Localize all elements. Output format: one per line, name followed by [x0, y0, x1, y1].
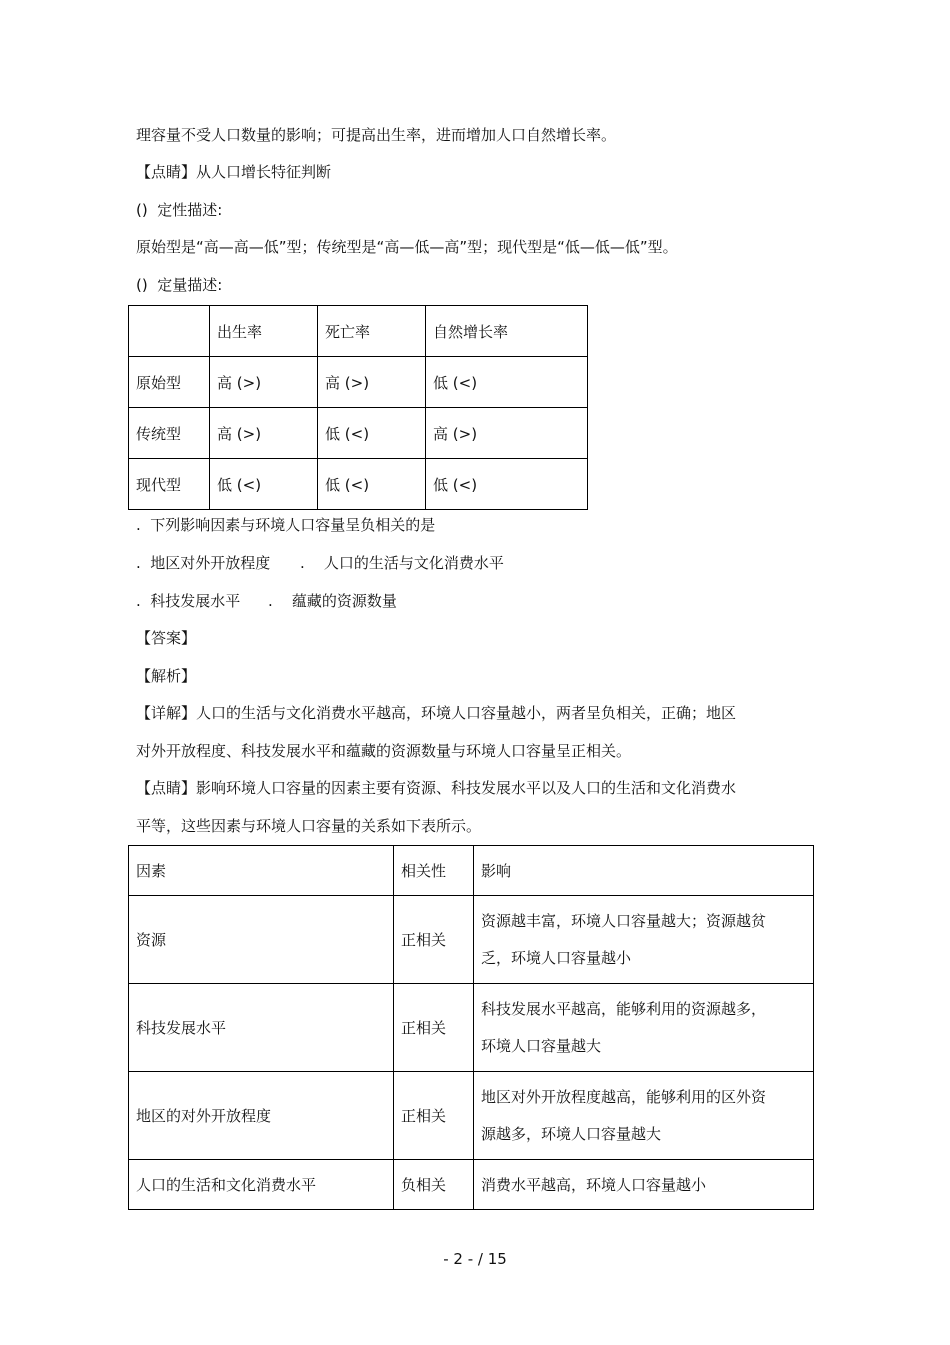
table-cell: 低 (<) — [318, 459, 426, 510]
capacity-factor-table — [128, 845, 814, 1210]
table-cell: 传统型 — [129, 408, 210, 459]
cell-line: 科技发展水平越高，能够利用的资源越多， — [481, 999, 767, 1018]
table-cell: 科技发展水平 — [129, 984, 394, 1072]
table-header-cell: 自然增长率 — [426, 306, 588, 357]
table-cell: 低 (<) — [426, 357, 588, 408]
table-cell: 现代型 — [129, 459, 210, 510]
cell-line: 环境人口容量越大 — [481, 1036, 602, 1055]
table-cell: 低 (<) — [210, 459, 318, 510]
table-row — [129, 357, 588, 408]
question-text: . 下列影响因素与环境人口容量呈负相关的是 — [136, 516, 436, 534]
option-b: . 人口的生活与文化消费水平 — [300, 554, 504, 572]
table-cell: 消费水平越高，环境人口容量越小 — [474, 1160, 814, 1210]
tip-line-1: 【点睛】影响环境人口容量的因素主要有资源、科技发展水平以及人口的生活和文化消费水 — [136, 779, 737, 797]
table-cell: 正相关 — [394, 984, 474, 1072]
table-header-cell: 出生率 — [210, 306, 318, 357]
option-a: . 地区对外开放程度 — [136, 554, 271, 572]
text-line-4: 原始型是“高—高—低”型；传统型是“高—低—高”型；现代型是“低—低—低”型。 — [136, 238, 678, 256]
text-line-2: 【点睛】从人口增长特征判断 — [136, 163, 332, 181]
table-header-cell — [129, 306, 210, 357]
table-cell: 人口的生活和文化消费水平 — [129, 1160, 394, 1210]
option-c: . 科技发展水平 — [136, 592, 241, 610]
table-cell: 低 (<) — [426, 459, 588, 510]
table-cell: 原始型 — [129, 357, 210, 408]
population-type-table — [128, 305, 588, 510]
table-cell: 低 (<) — [318, 408, 426, 459]
table-header-cell: 因素 — [129, 846, 394, 896]
table-cell: 高 (>) — [318, 357, 426, 408]
table-cell — [474, 896, 814, 984]
table-cell: 高 (>) — [210, 408, 318, 459]
option-d: . 蕴藏的资源数量 — [268, 592, 397, 610]
table-cell: 地区的对外开放程度 — [129, 1072, 394, 1160]
table-header-row — [129, 846, 814, 896]
table-header-row — [129, 306, 588, 357]
text-line-1: 理容量不受人口数量的影响；可提高出生率，进而增加人口自然增长率。 — [136, 126, 617, 144]
table-row — [129, 408, 588, 459]
table-row — [129, 1072, 814, 1160]
table-cell: 高 (>) — [210, 357, 318, 408]
analysis-label: 【解析】 — [136, 667, 197, 685]
table-cell — [474, 984, 814, 1072]
table-row — [129, 1160, 814, 1210]
table-cell — [474, 1072, 814, 1160]
cell-line: 源越多，环境人口容量越大 — [481, 1124, 662, 1143]
table-cell: 正相关 — [394, 1072, 474, 1160]
detail-line-2: 对外开放程度、科技发展水平和蕴藏的资源数量与环境人口容量呈正相关。 — [136, 742, 632, 760]
table-row — [129, 984, 814, 1072]
table-header-cell: 死亡率 — [318, 306, 426, 357]
page-number: - 2 - / 15 — [443, 1250, 507, 1268]
cell-line: 地区对外开放程度越高，能够利用的区外资 — [481, 1087, 767, 1106]
table-cell: 高 (>) — [426, 408, 588, 459]
table-header-cell: 相关性 — [394, 846, 474, 896]
table-cell: 资源 — [129, 896, 394, 984]
detail-line-1: 【详解】人口的生活与文化消费水平越高，环境人口容量越小，两者呈负相关，正确；地区 — [136, 704, 737, 722]
text-line-3: () 定性描述: — [136, 201, 223, 219]
table-cell: 负相关 — [394, 1160, 474, 1210]
text-line-5: () 定量描述: — [136, 276, 223, 294]
table-cell: 正相关 — [394, 896, 474, 984]
cell-line: 乏，环境人口容量越小 — [481, 948, 632, 967]
table-row — [129, 896, 814, 984]
table-row — [129, 459, 588, 510]
answer-label: 【答案】 — [136, 629, 197, 647]
tip-line-2: 平等，这些因素与环境人口容量的关系如下表所示。 — [136, 817, 482, 835]
cell-line: 资源越丰富，环境人口容量越大；资源越贫 — [481, 911, 767, 930]
table-header-cell: 影响 — [474, 846, 814, 896]
